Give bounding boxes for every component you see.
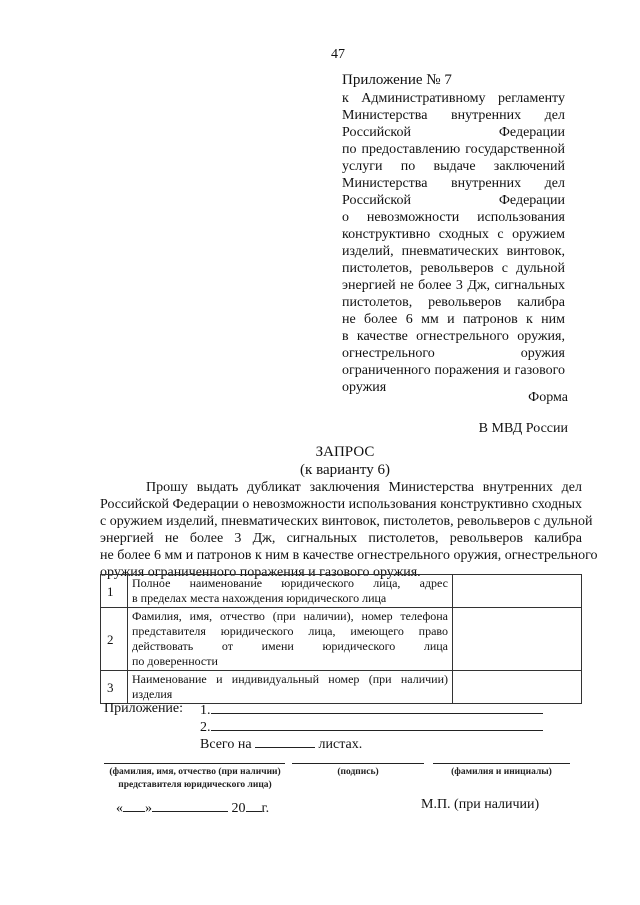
year-suffix: г.	[261, 801, 270, 816]
attachment-number: 1.	[200, 703, 211, 718]
signature-caption-name	[98, 766, 292, 792]
description-line: по доверенности	[132, 654, 218, 668]
body-line: с оружием изделий, пневматических винтовок, пистолетов, револьверов с дульной	[100, 514, 593, 529]
appendix-line: в качестве огнестрельного оружия,	[342, 329, 565, 344]
appendix-line: огнестрельного оружия	[342, 346, 565, 361]
appendix-line: ограниченного поражения и газового	[342, 363, 565, 378]
row-number: 1	[101, 575, 128, 608]
total-sheets	[200, 733, 362, 754]
attachments-label: Приложение:	[104, 701, 184, 716]
total-sheets-field[interactable]	[255, 733, 315, 748]
appendix-line: Министерства внутренних дел	[342, 176, 565, 191]
attachment-1-field[interactable]	[211, 699, 543, 714]
row-description	[128, 608, 453, 671]
row-value-field[interactable]	[453, 575, 582, 608]
appendix-line: изделий, пневматических винтовок,	[342, 244, 565, 259]
stamp-label: М.П. (при наличии)	[421, 797, 540, 812]
appendix-line: энергией не более 3 Дж, сигнальных	[342, 278, 565, 293]
attachment-number: 2.	[200, 720, 211, 735]
request-title-block	[270, 443, 420, 479]
caption-line: представителя юридического лица)	[118, 780, 272, 790]
row-description	[128, 575, 453, 608]
appendix-line: Российской Федерации	[342, 193, 565, 208]
addressee: В МВД России	[478, 421, 568, 436]
appendix-line: пистолетов, револьверов с дульной	[342, 261, 565, 276]
body-line: не более 6 мм и патронов к ним в качестве огнестрельного оружия, огнестрельного	[100, 548, 598, 563]
description-line: Фамилия, имя, отчество (при наличии), номер телефона	[132, 609, 448, 623]
appendix-header	[342, 72, 565, 396]
description-line: Наименование и индивидуальный номер (при наличии)	[132, 672, 448, 686]
request-table	[100, 574, 582, 704]
close-quote: »	[145, 801, 152, 816]
total-suffix: листах.	[318, 737, 363, 752]
appendix-line: Министерства внутренних дел	[342, 108, 565, 123]
appendix-line: конструктивно сходных с оружием	[342, 227, 565, 242]
form-label: Форма	[528, 390, 568, 405]
attachment-2-field[interactable]	[211, 716, 543, 731]
appendix-line: по предоставлению государственной	[342, 142, 565, 157]
caption-line: (фамилия, имя, отчество (при наличии)	[109, 767, 281, 777]
table-row	[101, 575, 582, 608]
appendix-line: не более 6 мм и патронов к ним	[342, 312, 565, 327]
description-line: изделия	[132, 687, 173, 701]
signature-line-signature[interactable]	[292, 763, 424, 764]
row-number: 2	[101, 608, 128, 671]
body-line: Прошу выдать дубликат заключения Министерства внутренних дел	[146, 480, 582, 495]
month-field[interactable]	[152, 797, 228, 812]
day-field[interactable]	[123, 797, 145, 812]
request-subtitle: (к варианту 6)	[300, 462, 390, 478]
appendix-line: Российской Федерации	[342, 125, 565, 140]
body-line: энергией не более 3 Дж, сигнальных пистолетов, револьверов калибра	[100, 531, 582, 546]
body-line: оружия ограниченного поражения и газового оружия.	[100, 565, 421, 580]
appendix-line: о невозможности использования	[342, 210, 565, 225]
open-quote: «	[116, 801, 123, 816]
row-number: 3	[101, 671, 128, 704]
total-prefix: Всего на	[200, 737, 252, 752]
description-line: Полное наименование юридического лица, адрес	[132, 576, 448, 590]
appendix-line: к Административному регламенту	[342, 91, 565, 106]
attachments-block	[104, 699, 574, 759]
request-title: ЗАПРОС	[315, 444, 375, 460]
signature-line-name[interactable]	[104, 763, 285, 764]
row-value-field[interactable]	[453, 608, 582, 671]
request-body	[100, 479, 598, 581]
signature-caption-initials: (фамилия и инициалы)	[451, 767, 552, 777]
description-line: представителя юридического лица, имеющего право	[132, 624, 448, 638]
body-line: Российской Федерации о невозможности использования конструктивно сходных	[100, 497, 582, 512]
appendix-title: Приложение № 7	[342, 72, 452, 88]
description-line: в пределах места нахождения юридического лица	[132, 591, 387, 605]
year-field[interactable]	[246, 797, 262, 812]
table-row	[101, 608, 582, 671]
page-number: 47	[331, 47, 345, 62]
date-line	[116, 797, 269, 817]
year-prefix: 20	[231, 801, 246, 816]
appendix-line: пистолетов, револьверов калибра	[342, 295, 565, 310]
description-line: действовать от имени юридического лица	[132, 639, 448, 653]
appendix-line: услуги по выдаче заключений	[342, 159, 565, 174]
signature-line-initials[interactable]	[433, 763, 570, 764]
appendix-line: оружия	[342, 380, 387, 395]
signature-caption-signature: (подпись)	[337, 767, 379, 777]
